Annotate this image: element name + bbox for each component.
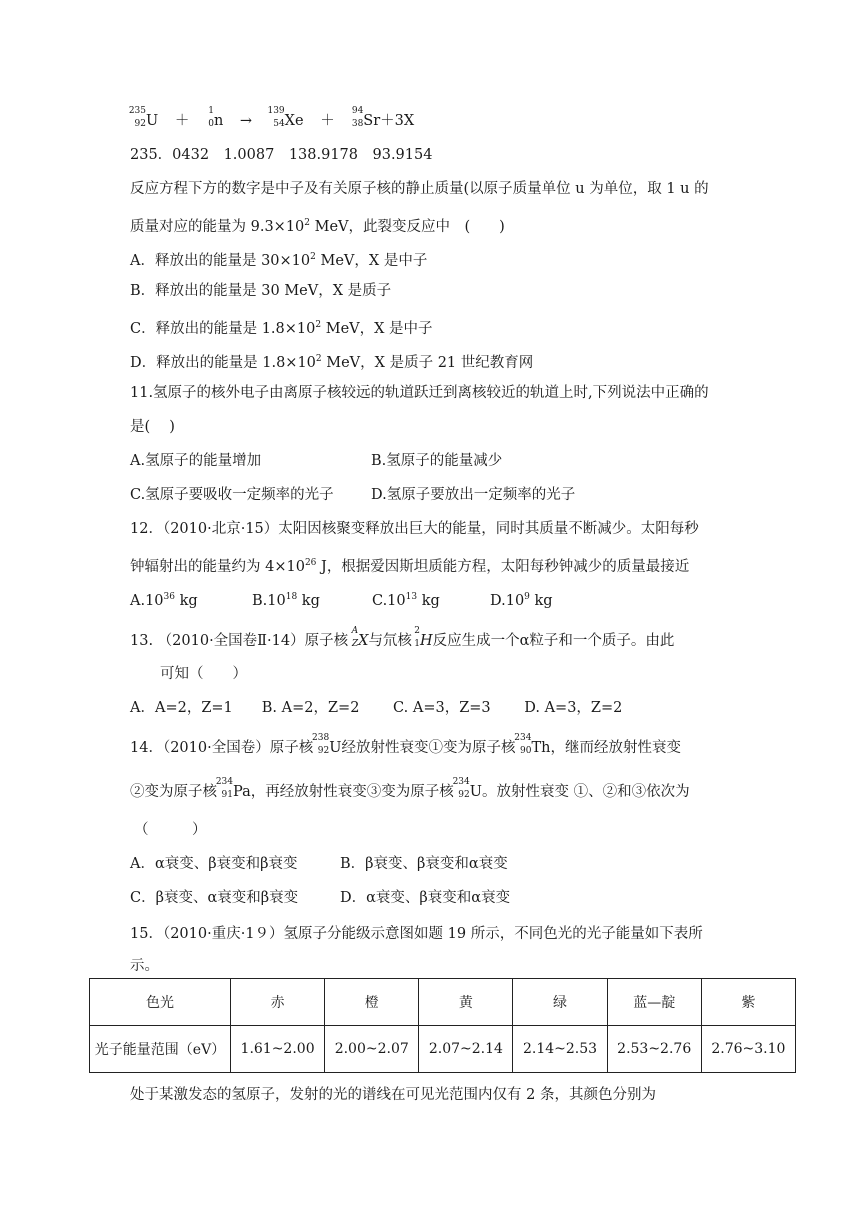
- table-cell: 橙: [325, 979, 419, 1026]
- q13-stem-line1: 13. （2010·全国卷Ⅱ·14）原子核 A Z X与氘核 2 1 H反应生成一个α粒子和一个质子。由此: [130, 626, 675, 649]
- nucleus-neutron: 1 0: [208, 106, 214, 129]
- q14-stem-line2: ②变为原子核 234 91 Pa，再经放射性衰变③变为原子核 234 92 U。放射性衰变 ①、②和③依次为: [130, 777, 690, 800]
- table-cell: 2.00~2.07: [325, 1026, 419, 1073]
- q10-option-b: B．释放出的能量是 30 MeV，X 是质子: [130, 283, 392, 299]
- q12-option-a: $A.10^{36}$ kg: [130, 592, 198, 609]
- q14-option-a: A．α衰变、β衰变和β衰变: [130, 856, 298, 872]
- q10-option-d: D．释放出的能量是 $1.8\times 10^2$ MeV，X 是质子 21 世纪教育网: [130, 354, 534, 371]
- nucleus-h: 2 1: [414, 626, 420, 649]
- nucleus-pa: 234 91: [215, 777, 233, 800]
- table-cell: 黄: [419, 979, 513, 1026]
- q11-option-b: B.氢原子的能量减少: [371, 453, 503, 469]
- q12-stem-line2: 钟辐射出的能量约为 $4\times 10^{26}$ J，根据爱因斯坦质能方程，太阳每秒钟减少的质量最接近: [130, 558, 690, 575]
- nucleus-u234: 234 92: [452, 777, 470, 800]
- photon-energy-table: [89, 978, 796, 1073]
- table-cell: 光子能量范围（eV）: [90, 1026, 231, 1073]
- table-header-row: [90, 979, 796, 1026]
- q13-stem-line2: 可知（ ）: [160, 666, 247, 682]
- nucleus-th: 234 90: [514, 733, 532, 756]
- table-cell: 色光: [90, 979, 231, 1026]
- table-cell: 蓝—靛: [607, 979, 701, 1026]
- q12-stem-line1: 12．（2010·北京·15）太阳因核聚变释放出巨大的能量，同时其质量不断减少。太阳每秒: [130, 521, 699, 537]
- q12-options: [130, 587, 553, 611]
- q13-options: A．A=2，Z=1 B. A=2，Z=2 C. A=3，Z=3 D. A=3，Z=2: [130, 700, 623, 716]
- table-cell: 2.76~3.10: [701, 1026, 795, 1073]
- nucleus-u235: 235 92: [128, 106, 146, 129]
- q14-option-d: D．α衰变、β衰变和α衰变: [340, 890, 511, 906]
- nucleus-xe: 139 54: [267, 106, 285, 129]
- q12-option-b: $B.10^{18}$ kg: [252, 592, 320, 609]
- q11-options-row2: [130, 485, 576, 505]
- q15-stem-line1: 15．（2010·重庆·1９）氢原子分能级示意图如题 19 所示，不同色光的光子能量如下表所: [130, 926, 703, 942]
- q14-stem-line1: 14．（2010·全国卷）原子核 238 92 U经放射性衰变①变为原子核 234 90 Th，继而经放射性衰变: [130, 733, 681, 756]
- q10-stem-line2: 质量对应的能量为 $9.3\times 10^2$ MeV，此裂变反应中 ( ): [130, 218, 505, 235]
- q11-stem-line1: 11.氢原子的核外电子由离原子核较远的轨道跃迁到离核较近的轨道上时,下列说法中正确的: [130, 385, 709, 401]
- nuclear-equation: 235 92 U ＋ 1 0 n → 139 54 Xe ＋ 94 38 Sr＋3X: [128, 106, 415, 129]
- q11-option-a: A.氢原子的能量增加: [130, 453, 262, 469]
- q14-option-b: B．β衰变、β衰变和α衰变: [340, 856, 508, 872]
- nucleus-u238: 238 92: [312, 733, 330, 756]
- q14-option-c: C．β衰变、α衰变和β衰变: [130, 890, 299, 906]
- rest-masses: 235．0432 1.0087 138.9178 93.9154: [130, 147, 433, 163]
- q15-continuation: 处于某激发态的氢原子，发射的光的谱线在可见光范围内仅有 2 条，其颜色分别为: [130, 1087, 656, 1103]
- q11-option-d: D.氢原子要放出一定频率的光子: [371, 487, 576, 503]
- q15-stem-line2: 示。: [130, 958, 159, 974]
- q14-answer-paren: （ ）: [134, 822, 207, 838]
- nucleus-sr: 94 38: [351, 106, 364, 129]
- table-cell: 1.61~2.00: [231, 1026, 325, 1073]
- q11-stem-line2: 是( ): [130, 419, 175, 435]
- table-row: [90, 1026, 796, 1073]
- table-cell: 紫: [701, 979, 795, 1026]
- q10-option-c: C．释放出的能量是 $1.8\times 10^2$ MeV，X 是中子: [130, 320, 433, 337]
- q14-options-row2: [130, 888, 511, 908]
- q12-option-c: $C.10^{13}$ kg: [372, 592, 440, 609]
- q11-option-c: C.氢原子要吸收一定频率的光子: [130, 487, 334, 503]
- table-cell: 2.07~2.14: [419, 1026, 513, 1073]
- table-cell: 绿: [513, 979, 607, 1026]
- q10-option-a: A．释放出的能量是 $30\times 10^2$ MeV，X 是中子: [130, 252, 428, 269]
- q10-stem-line1: 反应方程下方的数字是中子及有关原子核的静止质量(以原子质量单位 u 为单位，取 1 u 的: [130, 181, 709, 197]
- q14-options-row1: [130, 854, 508, 874]
- q12-option-d: $D.10^9$ kg: [490, 592, 553, 609]
- q11-options-row1: [130, 451, 503, 471]
- table-cell: 2.53~2.76: [607, 1026, 701, 1073]
- table-cell: 2.14~2.53: [513, 1026, 607, 1073]
- table-cell: 赤: [231, 979, 325, 1026]
- nucleus-x: A Z: [351, 626, 359, 649]
